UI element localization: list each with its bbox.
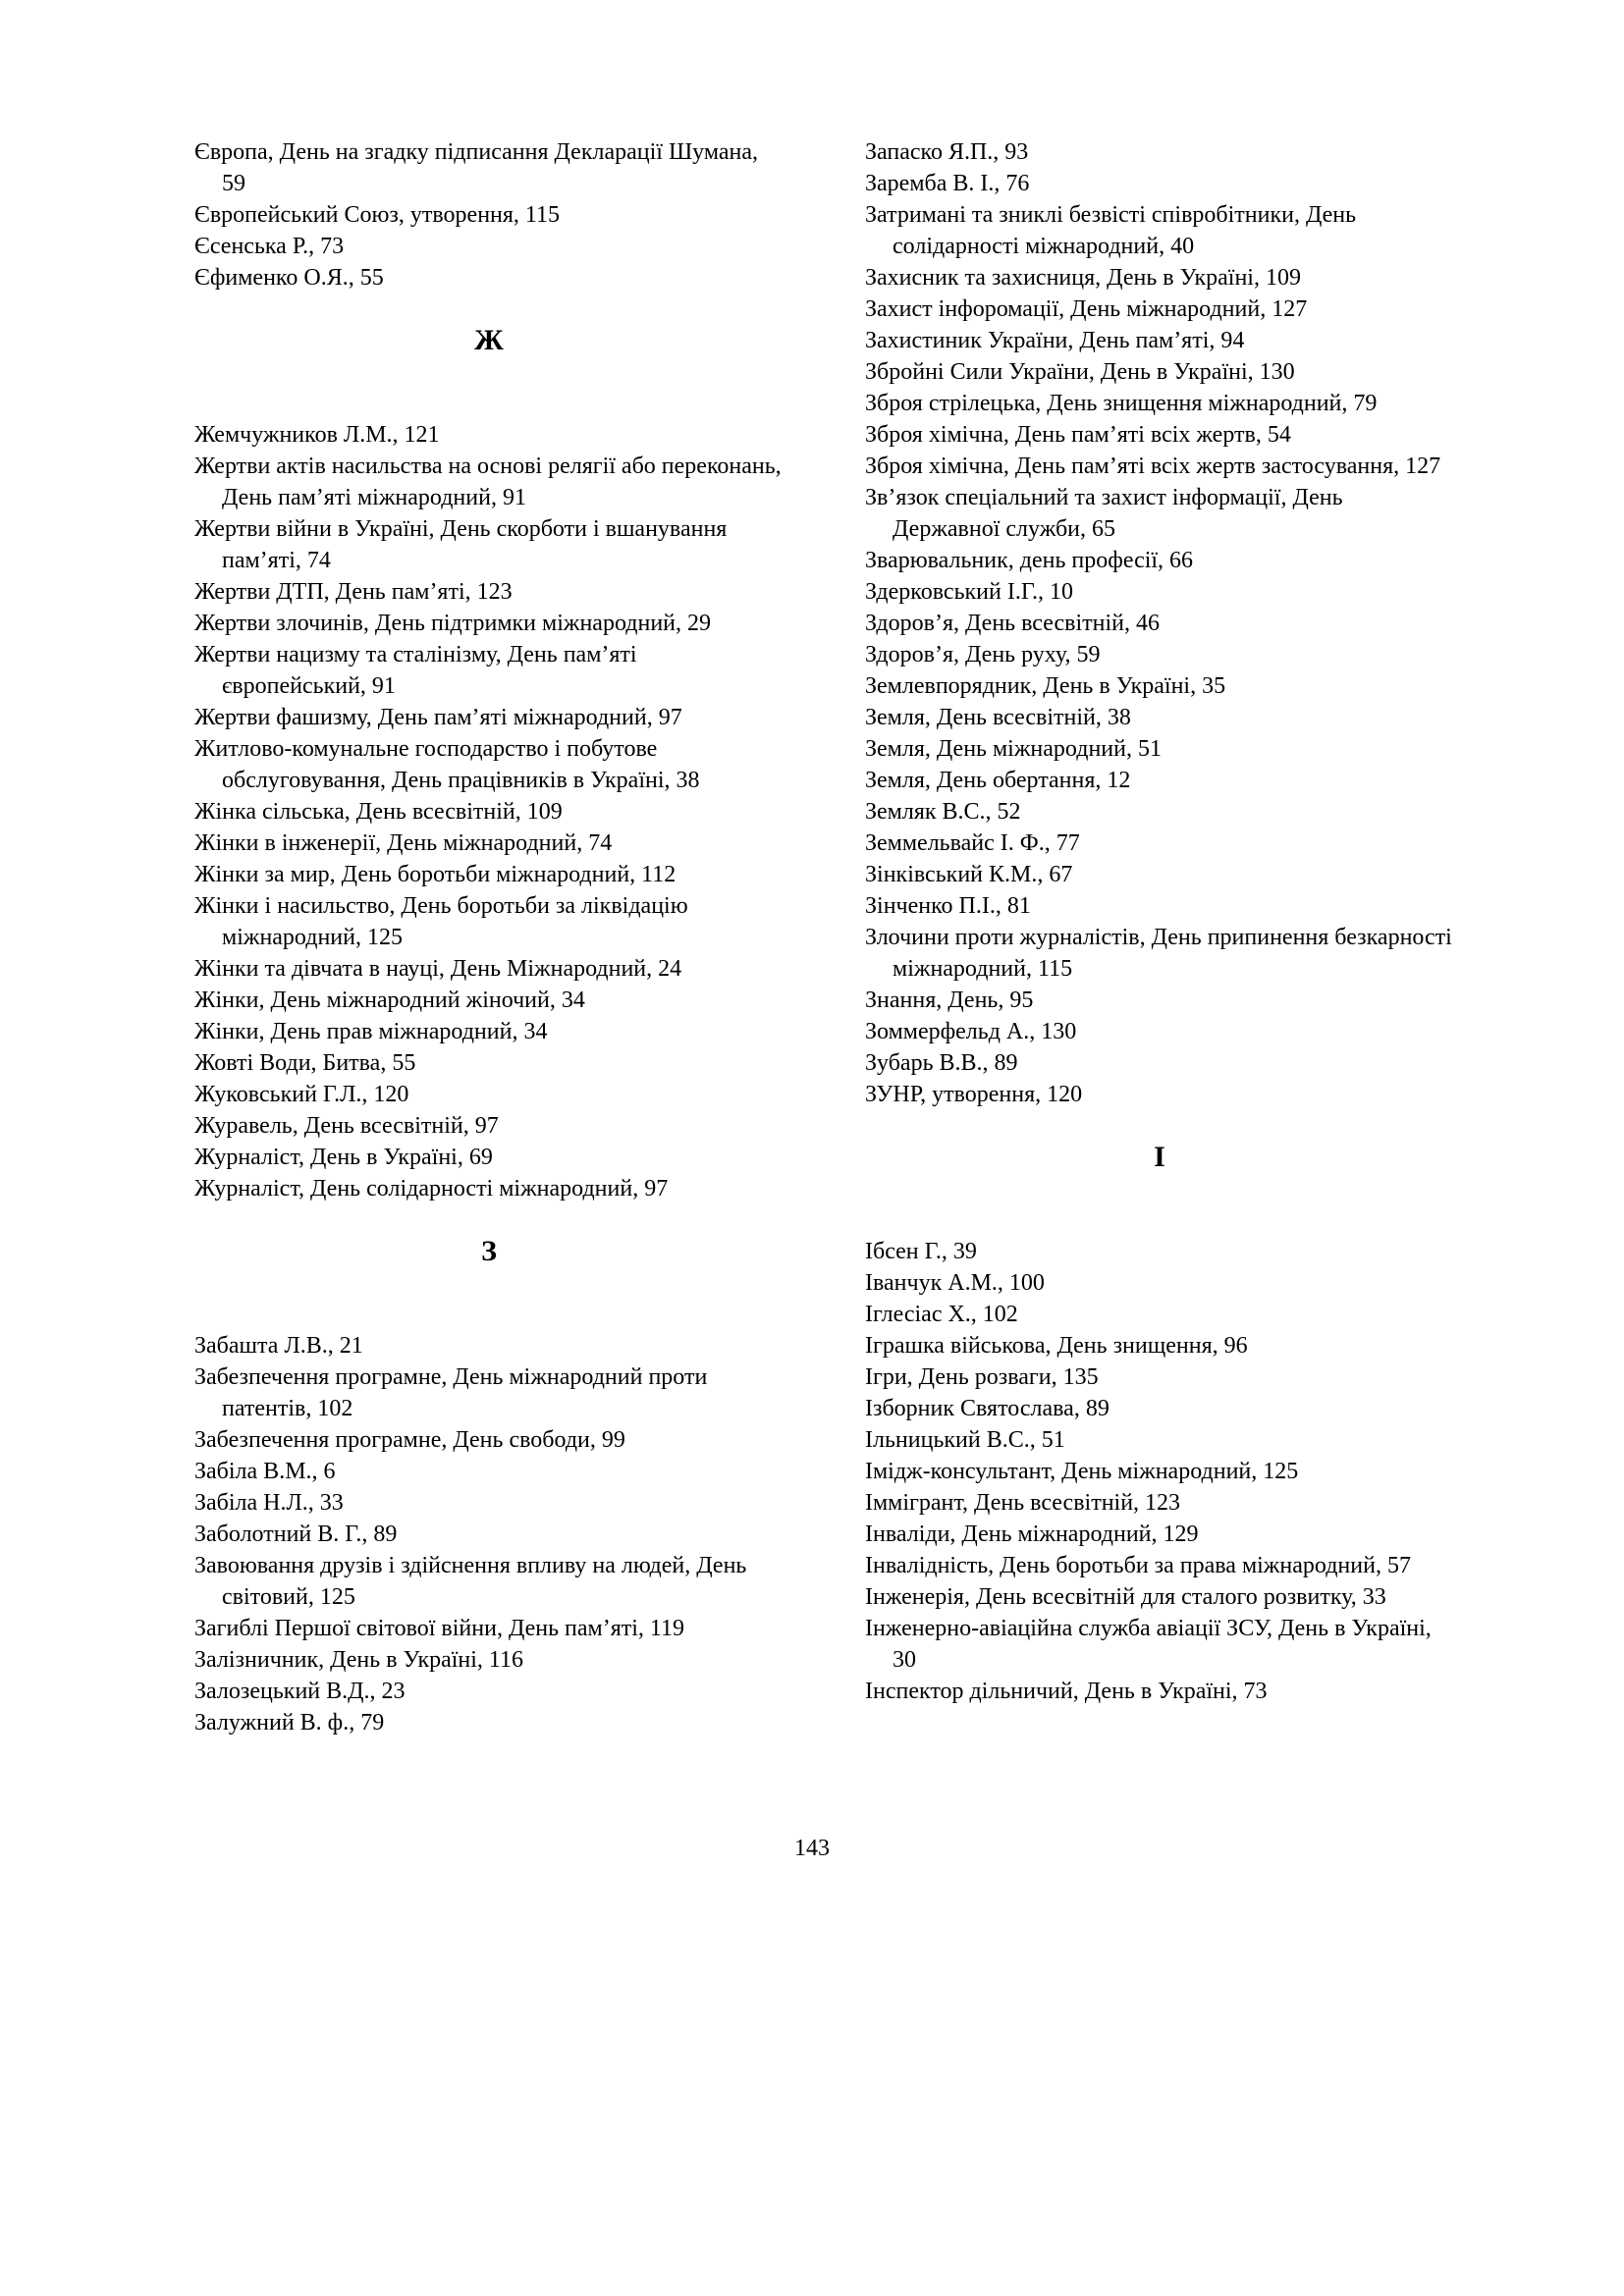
index-entry: Жінки і насильство, День боротьби за ліквідацію міжнародний, 125 xyxy=(194,893,688,950)
index-entry: Збройні Сили України, День в Україні, 130 xyxy=(865,359,1295,385)
index-entry: Інспектор дільничий, День в Україні, 73 xyxy=(865,1679,1268,1704)
index-entry: Заболотний В. Г., 89 xyxy=(194,1522,398,1547)
index-entry: Жертви війни в Україні, День скорботи і вшанування пам’яті, 74 xyxy=(194,516,728,573)
index-entry: Зварювальник, день професії, 66 xyxy=(865,548,1194,573)
index-entry: Затримані та зниклі безвісті співробітники, День солідарності міжнародний, 40 xyxy=(865,202,1357,259)
index-entry: Запаско Я.П., 93 xyxy=(865,139,1029,165)
index-entry: Жертви актів насильства на основі релягії або переконань, День пам’яті міжнародний, 91 xyxy=(194,454,782,510)
letter-heading-i: І xyxy=(1154,1141,1165,1173)
index-entry: Європа, День на згадку підписання Декларації Шумана, 59 xyxy=(194,139,759,196)
entries-z xyxy=(194,1330,784,1738)
index-column-right xyxy=(865,136,1454,1707)
index-entry: Жертви нацизму та сталінізму, День пам’яті європейський, 91 xyxy=(194,642,637,699)
index-entry: Земля, День обертання, 12 xyxy=(865,768,1131,793)
index-entry: Забезпечення програмне, День свободи, 99 xyxy=(194,1427,625,1453)
index-entry: Інвалідність, День боротьби за права міжнародний, 57 xyxy=(865,1553,1411,1578)
index-entry: Жертви злочинів, День підтримки міжнародний, 29 xyxy=(194,611,712,636)
index-entry: Здоров’я, День всесвітній, 46 xyxy=(865,611,1160,636)
index-column-left xyxy=(194,136,784,1738)
index-entry: Землевпорядник, День в Україні, 35 xyxy=(865,673,1226,699)
index-entry: Єфименко О.Я., 55 xyxy=(194,265,384,291)
index-entry: Жуковський Г.Л., 120 xyxy=(194,1082,409,1107)
index-entry: Інженерно-авіаційна служба авіації ЗСУ, День в Україні, 30 xyxy=(865,1616,1432,1673)
index-entry: Іграшка військова, День знищення, 96 xyxy=(865,1333,1248,1359)
index-entry: Зв’язок спеціальний та захист інформації, День Державної служби, 65 xyxy=(865,485,1343,542)
entries-ye xyxy=(194,136,784,294)
index-entry: Завоювання друзів і здійснення впливу на людей, День світовий, 125 xyxy=(194,1553,747,1610)
index-entry: Інженерія, День всесвітній для сталого розвитку, 33 xyxy=(865,1584,1386,1610)
index-entry: Залізничник, День в Україні, 116 xyxy=(194,1647,524,1673)
index-entry: Жінки за мир, День боротьби міжнародний, 112 xyxy=(194,862,677,887)
index-entry: Залужний В. ф., 79 xyxy=(194,1710,385,1735)
index-entry: Ігри, День розваги, 135 xyxy=(865,1364,1099,1390)
index-entry: Здоров’я, День руху, 59 xyxy=(865,642,1101,667)
index-entry: Ізборник Святослава, 89 xyxy=(865,1396,1110,1421)
index-entry: Забіла В.М., 6 xyxy=(194,1459,336,1484)
index-entry: Жінки в інженерії, День міжнародний, 74 xyxy=(194,830,613,856)
index-entry: Зброя стрілецька, День знищення міжнародний, 79 xyxy=(865,391,1378,416)
index-entry: Земляк В.С., 52 xyxy=(865,799,1021,825)
index-entry: Журавель, День всесвітній, 97 xyxy=(194,1113,499,1139)
index-entry: Зброя хімічна, День пам’яті всіх жертв, 54 xyxy=(865,422,1291,448)
index-entry: Земля, День міжнародний, 51 xyxy=(865,736,1162,762)
letter-heading-zh: Ж xyxy=(474,324,504,356)
index-entry: Імідж-консультант, День міжнародний, 125 xyxy=(865,1459,1299,1484)
index-entry: Жінки та дівчата в науці, День Міжнародний, 24 xyxy=(194,956,682,982)
index-entry: Захисник та захисниця, День в Україні, 109 xyxy=(865,265,1301,291)
index-entry: Жертви фашизму, День пам’яті міжнародний, 97 xyxy=(194,705,682,730)
index-entry: Земля, День всесвітній, 38 xyxy=(865,705,1131,730)
index-entry: ЗУНР, утворення, 120 xyxy=(865,1082,1083,1107)
index-entry: Європейський Союз, утворення, 115 xyxy=(194,202,561,228)
index-entry: Загиблі Першої світової війни, День пам’яті, 119 xyxy=(194,1616,685,1641)
index-entry: Жінка сільська, День всесвітній, 109 xyxy=(194,799,563,825)
index-entry: Іванчук А.М., 100 xyxy=(865,1270,1045,1296)
index-entry: Зубарь В.В., 89 xyxy=(865,1050,1018,1076)
index-entry: Іглесіас Х., 102 xyxy=(865,1302,1018,1327)
index-entry: Жемчужников Л.М., 121 xyxy=(194,422,440,448)
index-entry: Забезпечення програмне, День міжнародний проти патентів, 102 xyxy=(194,1364,708,1421)
index-entry: Зоммерфельд А., 130 xyxy=(865,1019,1077,1044)
entries-z-continued xyxy=(865,136,1454,1110)
index-entry: Захистиник України, День пам’яті, 94 xyxy=(865,328,1245,353)
index-entry: Єсенська Р., 73 xyxy=(194,234,345,259)
index-entry: Заремба В. І., 76 xyxy=(865,171,1030,196)
index-entry: Жінки, День прав міжнародний, 34 xyxy=(194,1019,548,1044)
index-entry: Жовті Води, Битва, 55 xyxy=(194,1050,416,1076)
index-entry: Забіла Н.Л., 33 xyxy=(194,1490,344,1516)
index-entry: Журналіст, День солідарності міжнародний, 97 xyxy=(194,1176,669,1201)
index-entry: Злочини проти журналістів, День припинення безкарності міжнародний, 115 xyxy=(865,925,1452,982)
index-entry: Інваліди, День міжнародний, 129 xyxy=(865,1522,1199,1547)
index-entry: Здерковський І.Г., 10 xyxy=(865,579,1074,605)
entries-zh xyxy=(194,419,784,1204)
index-entry: Ібсен Г., 39 xyxy=(865,1239,977,1264)
index-entry: Журналіст, День в Україні, 69 xyxy=(194,1145,493,1170)
index-entry: Зінківський К.М., 67 xyxy=(865,862,1073,887)
index-entry: Земмельвайс І. Ф., 77 xyxy=(865,830,1080,856)
index-entry: Жертви ДТП, День пам’яті, 123 xyxy=(194,579,513,605)
index-entry: Ільницький В.С., 51 xyxy=(865,1427,1065,1453)
index-entry: Забашта Л.В., 21 xyxy=(194,1333,363,1359)
letter-heading-z: З xyxy=(481,1235,497,1267)
index-entry: Зброя хімічна, День пам’яті всіх жертв застосування, 127 xyxy=(865,454,1441,479)
index-entry: Зінченко П.І., 81 xyxy=(865,893,1031,919)
page-number: 143 xyxy=(794,1836,830,1861)
index-entry: Залозецький В.Д., 23 xyxy=(194,1679,406,1704)
index-entry: Захист інфоромації, День міжнародний, 127 xyxy=(865,296,1308,322)
entries-i xyxy=(865,1236,1454,1707)
index-entry: Іммігрант, День всесвітній, 123 xyxy=(865,1490,1181,1516)
index-entry: Жінки, День міжнародний жіночий, 34 xyxy=(194,988,585,1013)
index-entry: Знання, День, 95 xyxy=(865,988,1034,1013)
index-entry: Житлово-комунальне господарство і побутове обслуговування, День працівників в Україні, 38 xyxy=(194,736,700,793)
